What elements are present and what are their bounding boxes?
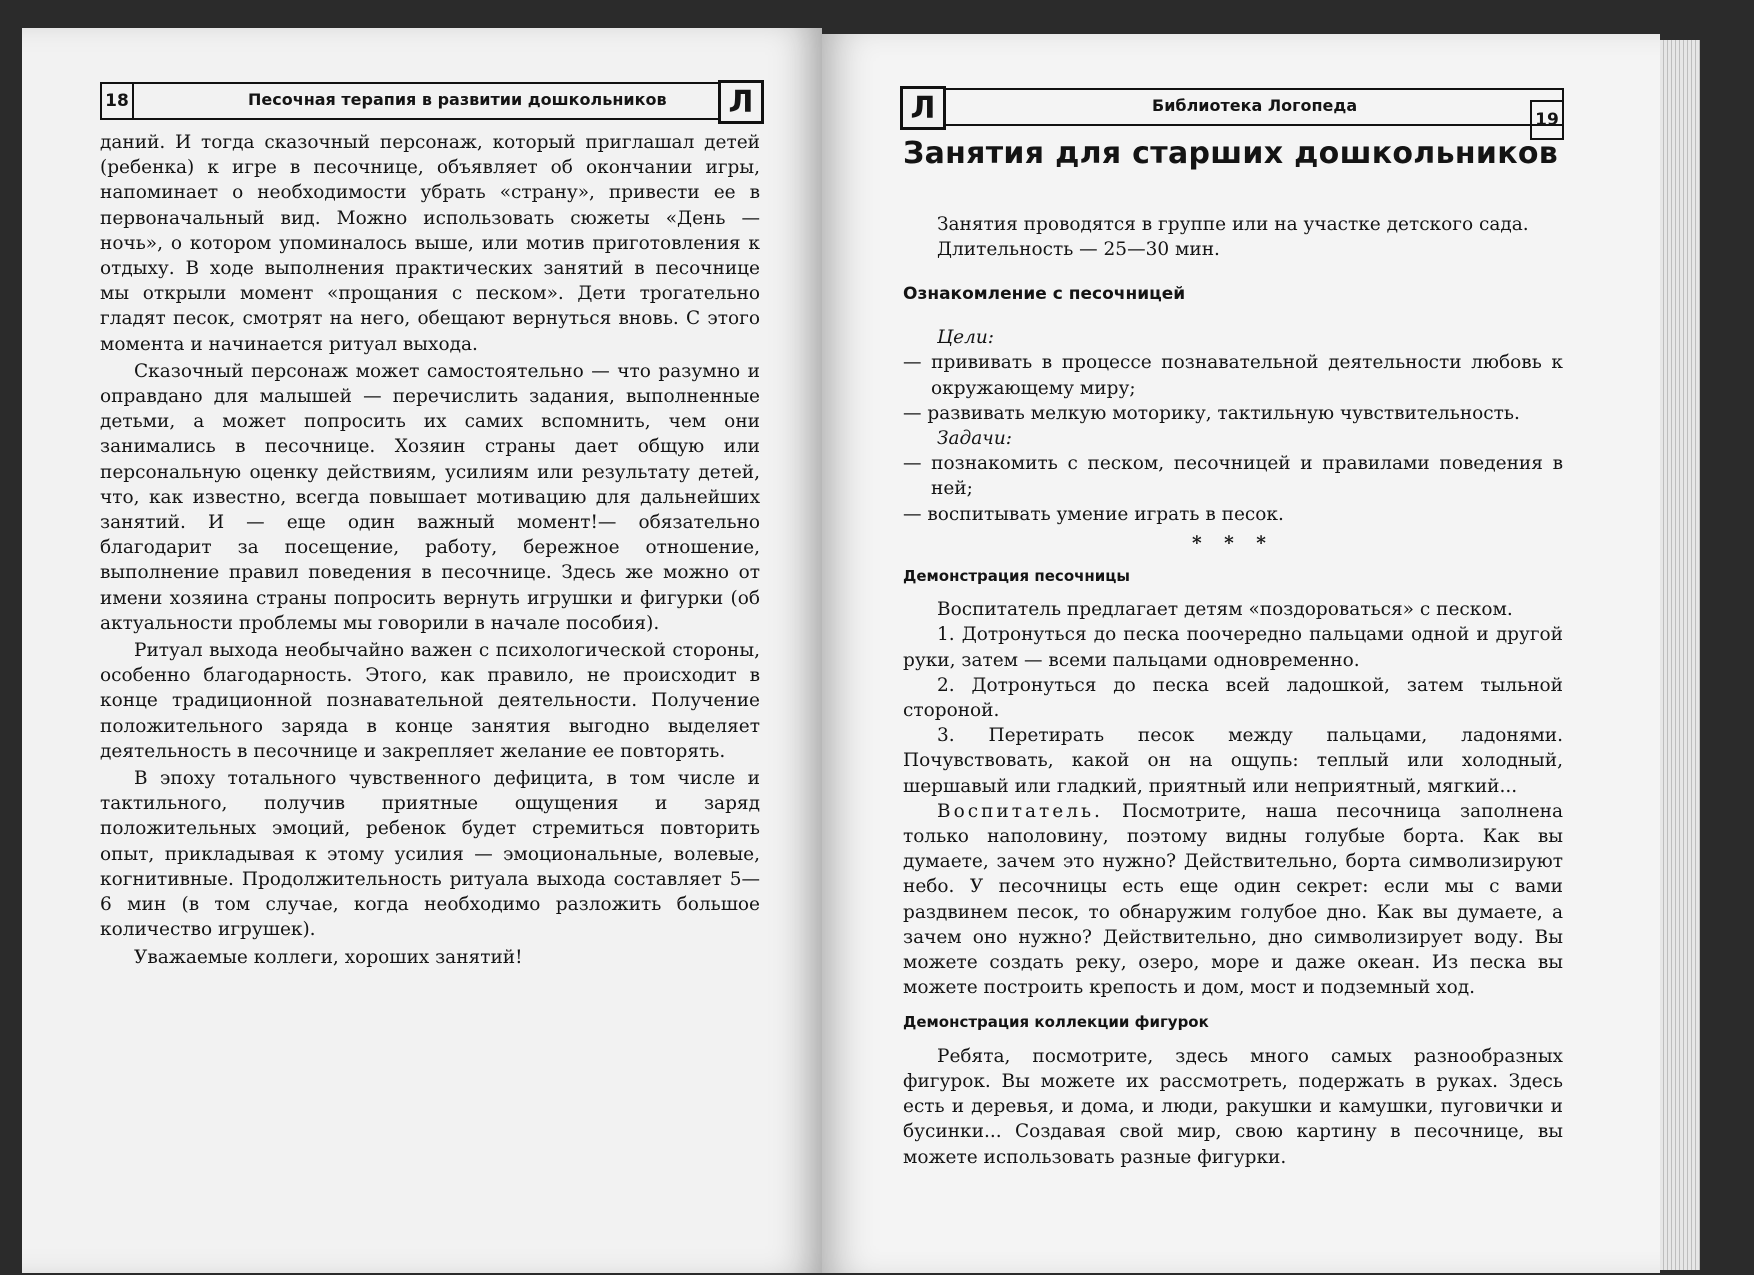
right-header-title: Библиотека Логопеда [1152, 96, 1358, 115]
teacher-speech: Посмотрите, наша песочница заполнена только наполовину, поэтому видны голубые борта. Как вы думаете, зачем это нужно? Действительно, борта символизируют небо. У песочницы есть еще один секрет: если мы с вами раздвинем песок, то обнаружим голубое дно. Как вы думаете, а зачем оно нужно? Действительно, дно символизирует воду. Вы можете создать реку, озеро, море и даже океан. Из песка вы можете построить крепость и дом, мост и подземный ход. [903, 800, 1563, 999]
sub1-paragraph-2: 1. Дотронуться до песка поочередно пальцами одной и другой руки, затем — всеми пальцами одновременно. [903, 624, 1563, 671]
section-familiarization [903, 282, 1563, 1170]
page-stack-edge [1660, 40, 1700, 1270]
left-paragraph-5: Уважаемые коллеги, хороших занятий! [134, 946, 523, 968]
right-page-header [900, 88, 1564, 130]
task-item-1: — познакомить с песком, песочницей и правилами поведения в ней; [903, 453, 1563, 500]
sub1-paragraph-1: Воспитатель предлагает детям «поздороваться» с песком. [937, 599, 1513, 621]
intro-line-2: Длительность — 25—30 мин. [937, 239, 1220, 261]
sub1-paragraph-3: 2. Дотронуться до песка всей ладошкой, затем тыльной стороной. [903, 674, 1563, 722]
right-series-mark: Л [900, 86, 946, 130]
goals-label: Цели: [937, 327, 995, 349]
teacher-label: Воспитатель. [937, 800, 1103, 822]
teacher-dialogue [903, 799, 1563, 1001]
sub2-title: Демонстрация коллекции фигурок [903, 1013, 1209, 1032]
left-page-number: 18 [100, 82, 134, 120]
left-paragraph-4: В эпоху тотального чувственного дефицита, в том числе и тактильного, получив приятные ощущения и заряд положительных эмоций, ребенок будет стремиться повторить опыт, прикладывая к этому усилия — эмоциональные, волевые, когнитивные. Продолжительность ритуала выхода составляет 5—6 мин (в том случае, когда необходимо разложить большое количество игрушек). [100, 768, 760, 941]
section-separator-stars: * * * [1192, 532, 1274, 554]
left-paragraph-2: Сказочный персонаж может самостоятельно — что разумно и оправдано для малышей — перечислить задания, выполненные детьми, а может попросить их самих вспомнить, чем они занимались в песочнице. Хозяин страны дает общую или персональную оценку действиям, усилиям или результату детей, что, как известно, всегда повышает мотивацию для дальнейших занятий. И — еще один важный момент!— обязательно благодарит за посещение, работу, бережное отношение, выполнение правил поведения в песочнице. Здесь же можно от имени хозяина страны попросить вернуть игрушки и фигурки (об актуальности проблемы мы говорили в начале пособия). [100, 360, 760, 634]
tasks-label: Задачи: [937, 428, 1012, 450]
left-page-header [100, 82, 764, 120]
intro-block [903, 212, 1563, 262]
intro-line-1: Занятия проводятся в группе или на участке детского сада. [937, 214, 1529, 235]
chapter-title: Занятия для старших дошкольников [903, 136, 1559, 171]
right-page-number: 19 [1530, 100, 1564, 140]
goal-item-2: — развивать мелкую моторику, тактильную чувствительность. [903, 402, 1520, 424]
sub1-title: Демонстрация песочницы [903, 567, 1130, 586]
left-header-title: Песочная терапия в развитии дошкольников [248, 90, 667, 109]
left-series-mark: Л [718, 80, 764, 124]
section1-title: Ознакомление с песочницей [903, 284, 1186, 304]
sub1-paragraph-4: 3. Перетирать песок между пальцами, ладонями. Почувствовать, какой он на ощупь: теплый или холодный, шершавый или гладкий, приятный или неприятный, мягкий... [903, 725, 1563, 797]
sub2-paragraph: Ребята, посмотрите, здесь много самых разнообразных фигурок. Вы можете их рассмотреть, подержать в руках. Здесь есть и деревья, и дома, и люди, ракушки и камушки, пуговички и бусинки... Создавая свой мир, свою картину в песочнице, вы можете использовать разные фигурки. [903, 1045, 1563, 1168]
left-paragraph-1: даний. И тогда сказочный персонаж, который приглашал детей (ребенка) к игре в песочнице, объявляет об окончании игры, напоминает о необходимости убрать «страну», привести ее в первоначальный вид. Можно использовать сюжеты «День — ночь», о котором упоминалось выше, или мотив приготовления к отдыху. В ходе выполнения практических занятий в песочнице мы открыли момент «прощания с песком». Дети трогательно гладят песок, смотрят на него, обещают вернуться вновь. С этого момента и начинается ритуал выхода. [100, 132, 760, 355]
left-paragraph-3: Ритуал выхода необычайно важен с психологической стороны, особенно благодарность. Этого, как правило, не происходит в конце традиционной познавательной деятельности. Получение положительного заряда в конце занятия выгодно выделяет деятельность в песочнице и закрепляет желание ее повторять. [100, 640, 760, 762]
left-page-body [100, 130, 760, 970]
task-item-2: — воспитывать умение играть в песок. [903, 503, 1284, 525]
goal-item-1: — прививать в процессе познавательной деятельности любовь к окружающему миру; [903, 352, 1563, 399]
